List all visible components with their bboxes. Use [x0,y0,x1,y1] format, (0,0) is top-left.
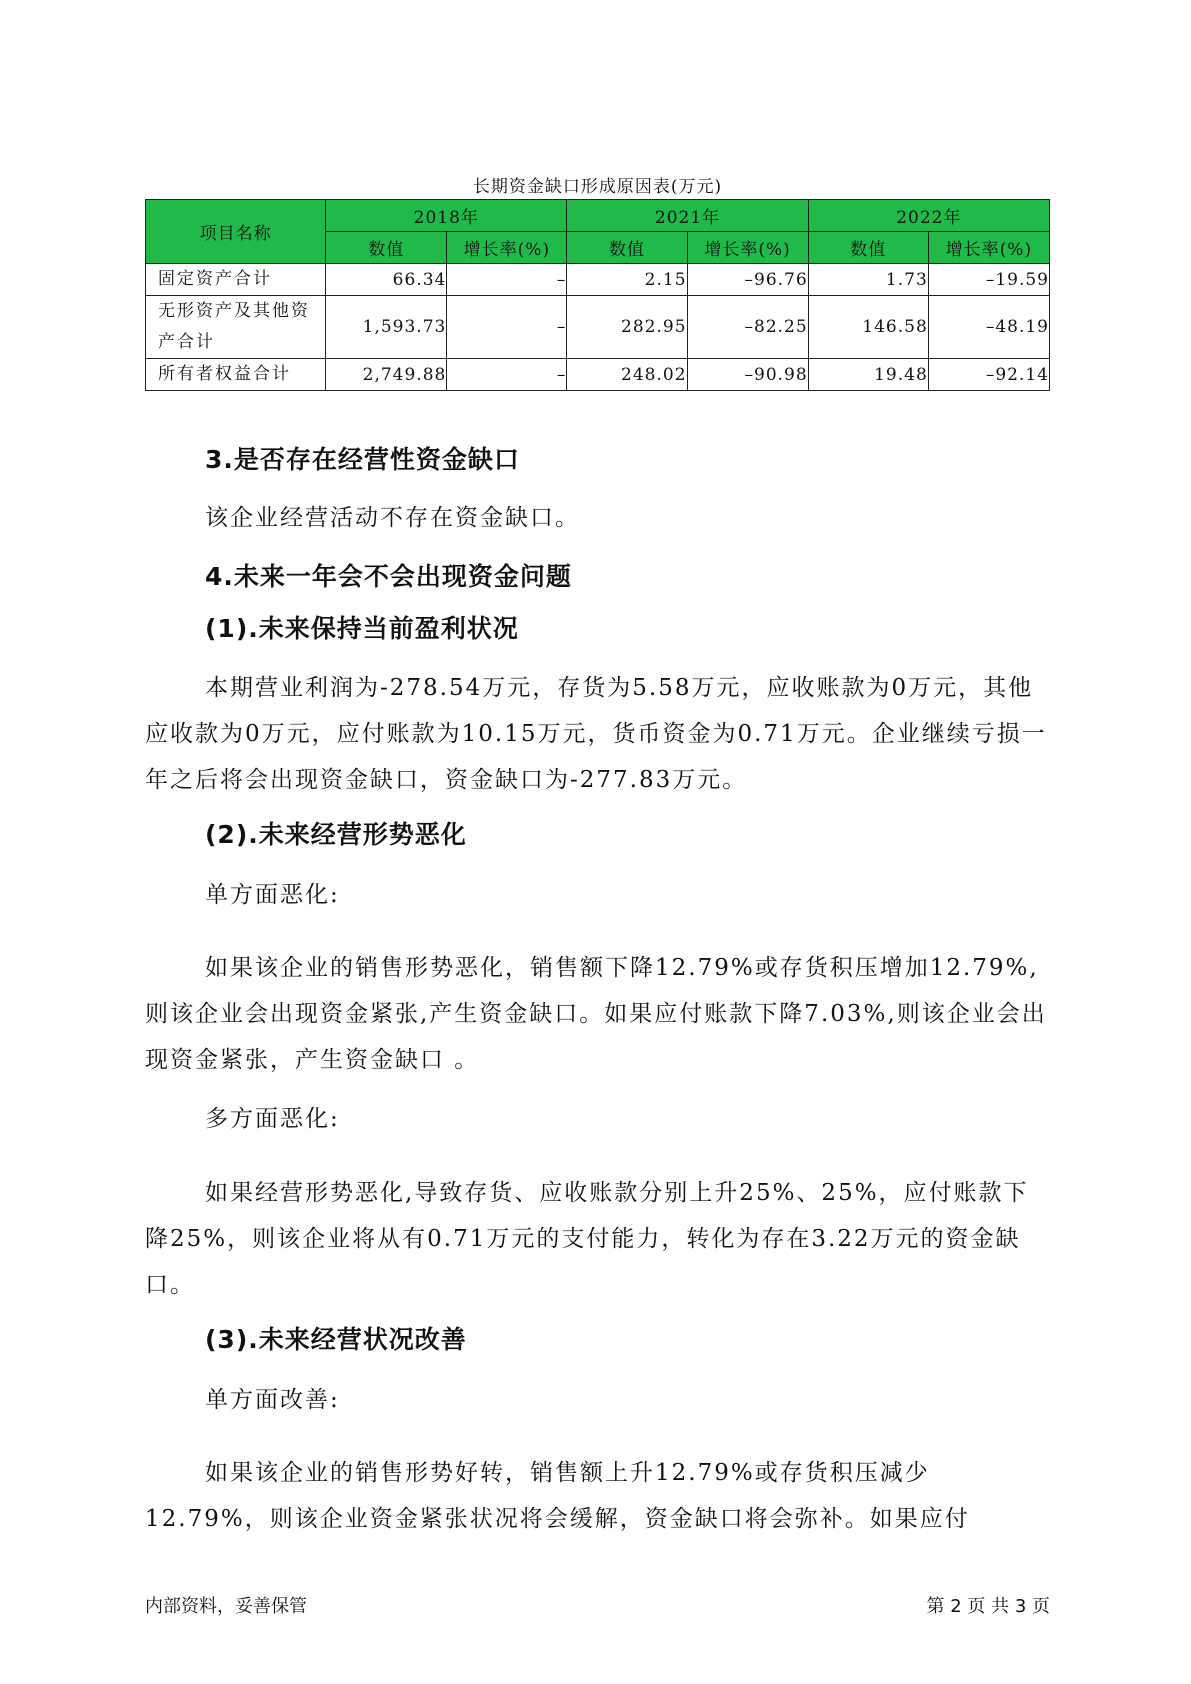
paragraph-multi-worse-label: 多方面恶化: [205,1106,340,1132]
cell: – [447,264,567,296]
paragraph-single-better-label: 单方面改善: [205,1387,340,1413]
heading-section-4: 4.未来一年会不会出现资金问题 [205,562,572,591]
header-year-2018: 2018年 [326,200,567,232]
cell: 248.02 [567,359,687,391]
cell: 282.95 [567,296,687,359]
header-growth: 增长率(%) [928,232,1049,264]
paragraph-section-3: 该企业经营活动不存在资金缺口。 [205,505,580,531]
table-row [146,359,1050,391]
funding-gap-table [145,199,1050,391]
cell: 146.58 [808,296,928,359]
cell: 2.15 [567,264,687,296]
cell: –19.59 [928,264,1049,296]
cell: 2,749.88 [326,359,447,391]
table-row [146,264,1050,296]
table-row [146,296,1050,359]
header-item-name: 项目名称 [146,200,326,264]
header-year-2021: 2021年 [567,200,808,232]
footer-confidential: 内部资料，妥善保管 [145,1596,307,1617]
header-value: 数值 [808,232,928,264]
header-growth: 增长率(%) [447,232,567,264]
paragraph-section-4-1: 本期营业利润为-278.54万元，存货为5.58万元，应收账款为0万元，其他应收款为0万元，应付账款为10.15万元，货币资金为0.71万元。企业继续亏损一年之后将会出现资金缺口，资金缺口为-277.83万元。 [145,675,1047,793]
cell: –92.14 [928,359,1049,391]
header-value: 数值 [567,232,687,264]
cell: –90.98 [687,359,808,391]
heading-section-3: 3.是否存在经营性资金缺口 [205,445,520,474]
header-growth: 增长率(%) [687,232,808,264]
row-name: 固定资产合计 [146,264,326,296]
footer-page-number: 第 2 页 共 3 页 [926,1596,1050,1617]
cell: 1.73 [808,264,928,296]
header-year-2022: 2022年 [808,200,1049,232]
cell: 19.48 [808,359,928,391]
cell: –96.76 [687,264,808,296]
heading-section-4-1: (1).未来保持当前盈利状况 [205,614,519,643]
cell: 66.34 [326,264,447,296]
table-caption: 长期资金缺口形成原因表(万元) [472,177,723,197]
heading-section-4-3: (3).未来经营状况改善 [205,1325,467,1354]
paragraph-single-better-body: 如果该企业的销售形势好转，销售额上升12.79%或存货积压减少12.79%，则该企业资金紧张状况将会缓解，资金缺口将会弥补。如果应付 [145,1460,970,1532]
row-name: 无形资产及其他资产合计 [146,296,326,359]
cell: 1,593.73 [326,296,447,359]
heading-section-4-2: (2).未来经营形势恶化 [205,820,467,849]
cell: –48.19 [928,296,1049,359]
cell: – [447,296,567,359]
paragraph-single-worse-label: 单方面恶化: [205,882,340,908]
cell: – [447,359,567,391]
header-value: 数值 [326,232,447,264]
cell: –82.25 [687,296,808,359]
paragraph-single-worse-body: 如果该企业的销售形势恶化，销售额下降12.79%或存货积压增加12.79%,则该企业会出现资金紧张,产生资金缺口。如果应付账款下降7.03%,则该企业会出现资金紧张，产生资金缺口 。 [145,955,1047,1073]
row-name: 所有者权益合计 [146,359,326,391]
paragraph-multi-worse-body: 如果经营形势恶化,导致存货、应收账款分别上升25%、25%，应付账款下降25%，则该企业将从有0.71万元的支付能力，转化为存在3.22万元的资金缺口。 [145,1180,1029,1298]
